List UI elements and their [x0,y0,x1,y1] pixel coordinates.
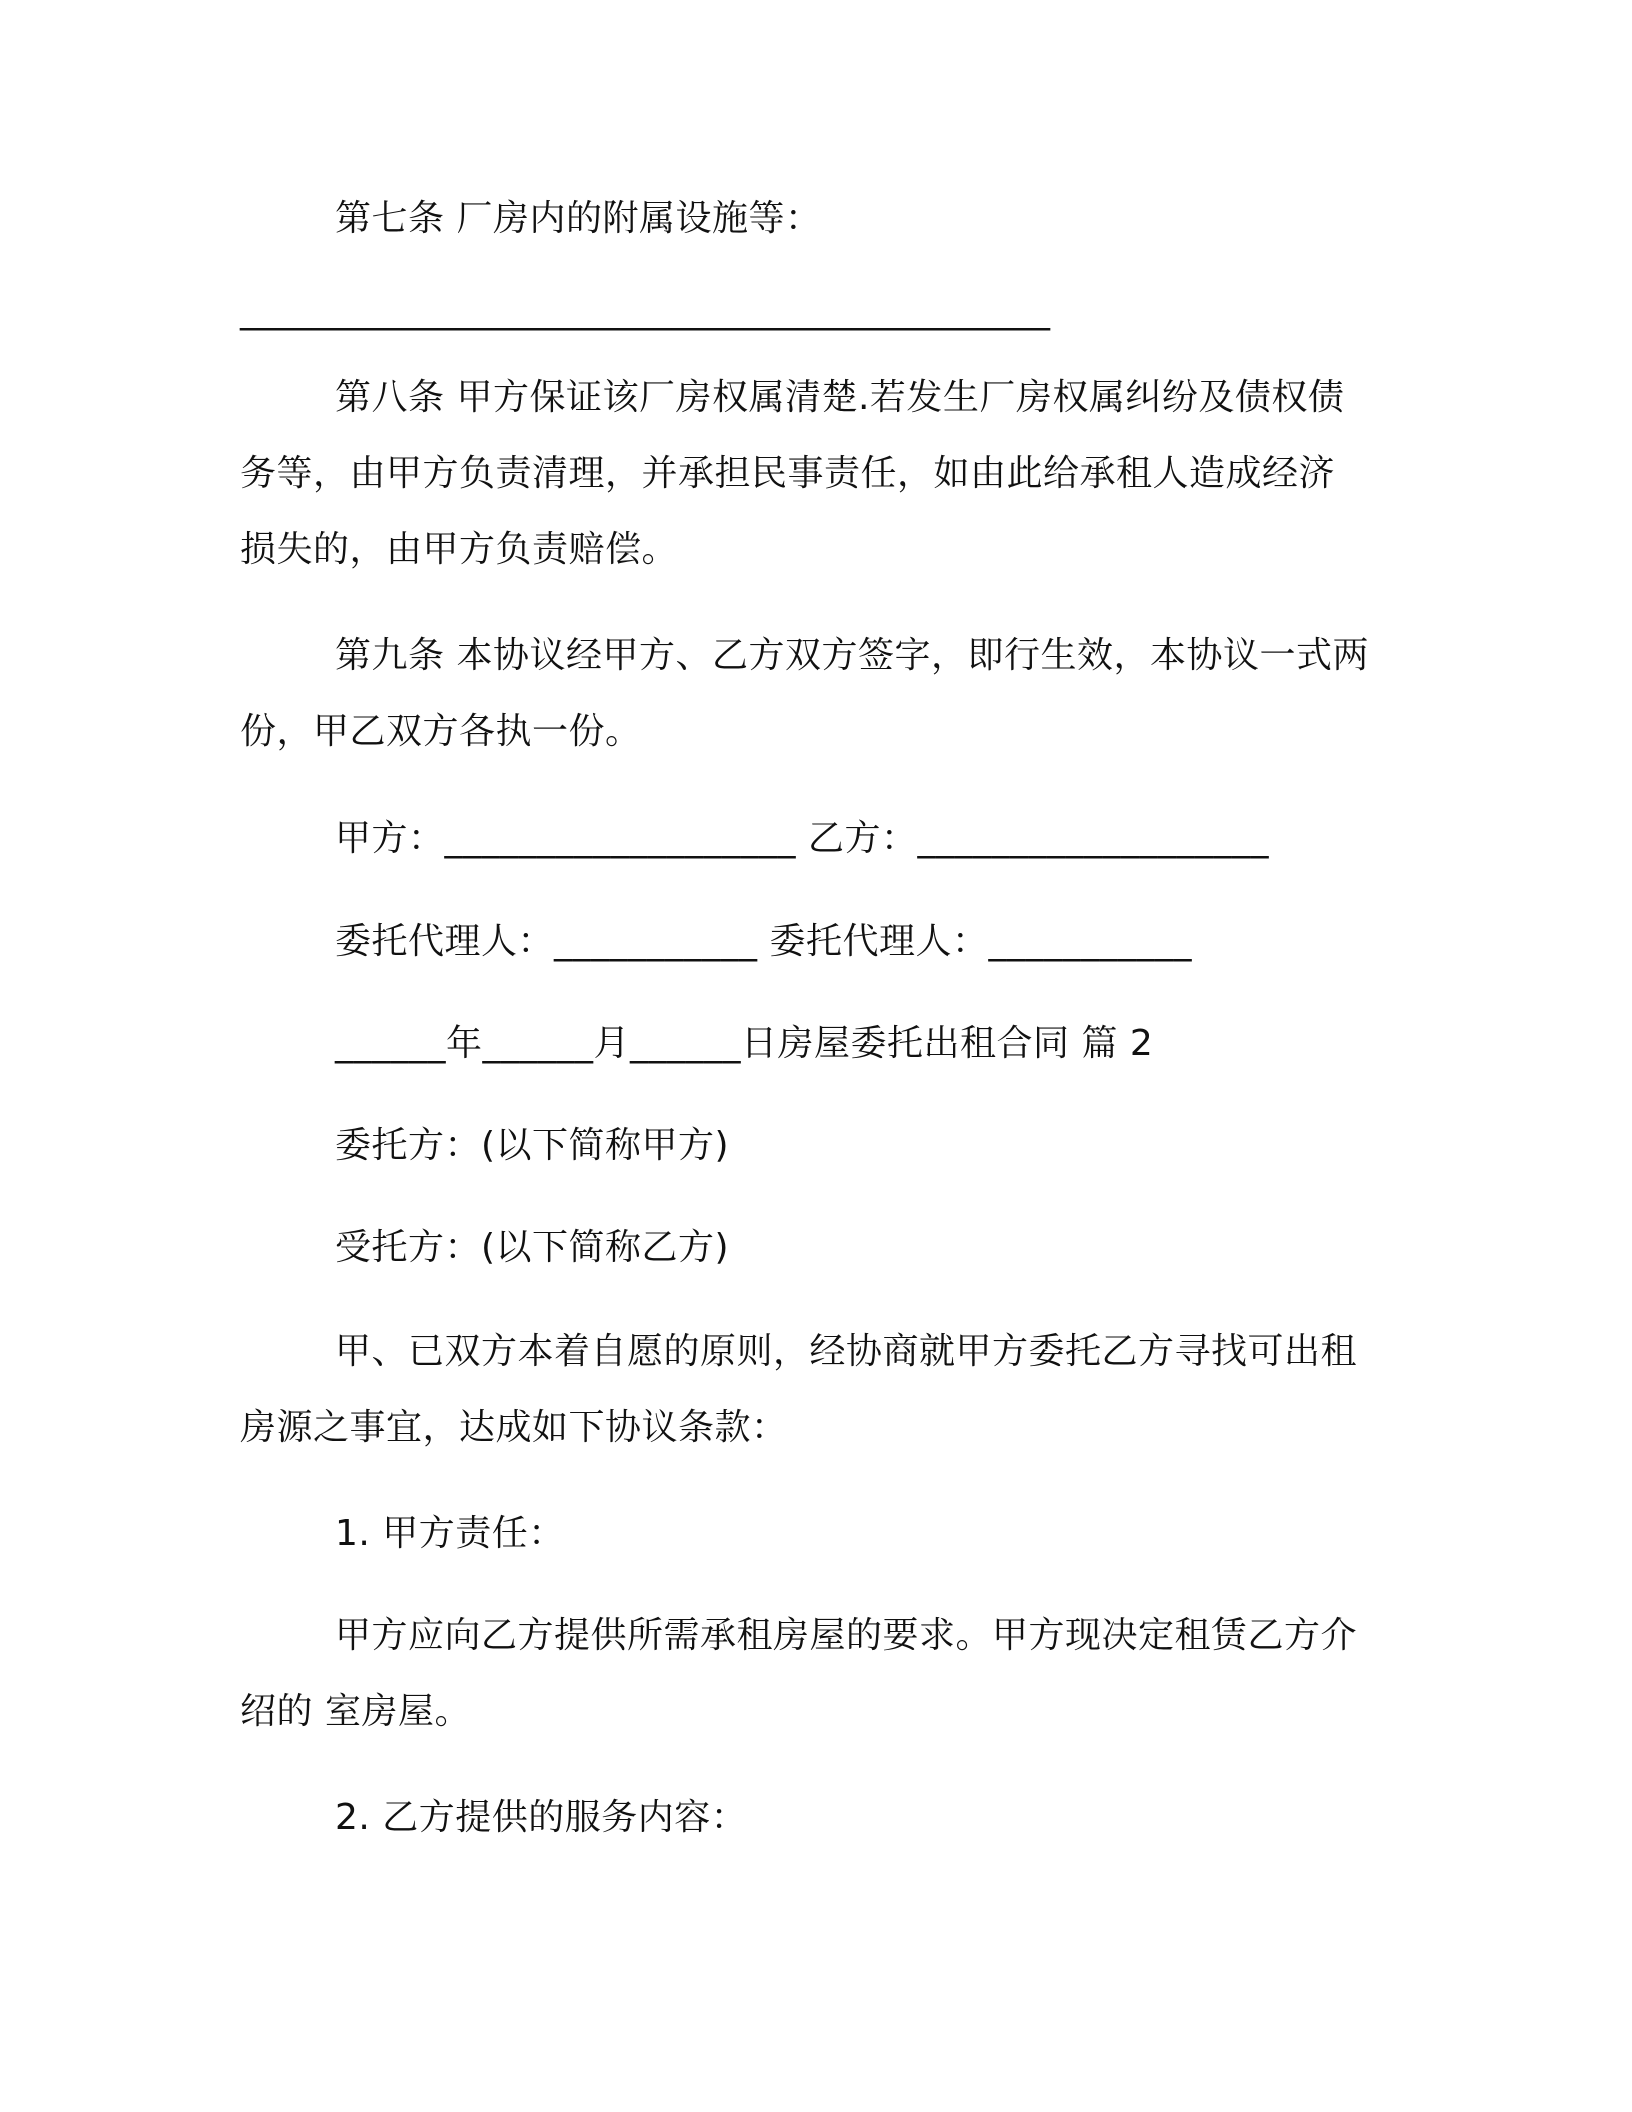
preamble-line-1: 甲、已双方本着自愿的原则，经协商就甲方委托乙方寻找可出租 [335,1331,1358,1372]
section-1-body-line-1: 甲方应向乙方提供所需承租房屋的要求。甲方现决定租赁乙方介 [335,1615,1358,1656]
article-8-line-2: 务等，由甲方负责清理，并承担民事责任，如由此给承租人造成经济 [240,453,1336,494]
article-8-line-1: 第八条 甲方保证该厂房权属清楚.若发生厂房权属纠纷及债权债 [335,377,1345,418]
article-7-heading: 第七条 厂房内的附属设施等： [335,198,822,239]
section-1-body-line-2: 绍的 室房屋。 [240,1691,471,1732]
article-8-line-3: 损失的，由甲方负责赔偿。 [240,529,679,570]
agent-party-line: 受托方：(以下简称乙方) [335,1227,730,1268]
preamble-line-2: 房源之事宜，达成如下协议条款： [240,1407,788,1448]
article-9-line-2: 份，甲乙双方各执一份。 [240,711,642,752]
article-9-line-1: 第九条 本协议经甲方、乙方双方签字，即行生效，本协议一式两 [335,635,1369,676]
blank-fill-line: _____________________________________________ [240,290,1050,331]
date-and-contract-title-line: ______年______月______日房屋委托出租合同 篇 2 [335,1023,1154,1064]
section-2-heading: 2. 乙方提供的服务内容： [335,1797,748,1838]
section-1-heading: 1. 甲方责任： [335,1513,565,1554]
signature-agents-line: 委托代理人：___________ 委托代理人：___________ [335,921,1192,962]
principal-party-line: 委托方：(以下简称甲方) [335,1125,730,1166]
signature-parties-line: 甲方：___________________ 乙方：___________________ [335,818,1269,859]
